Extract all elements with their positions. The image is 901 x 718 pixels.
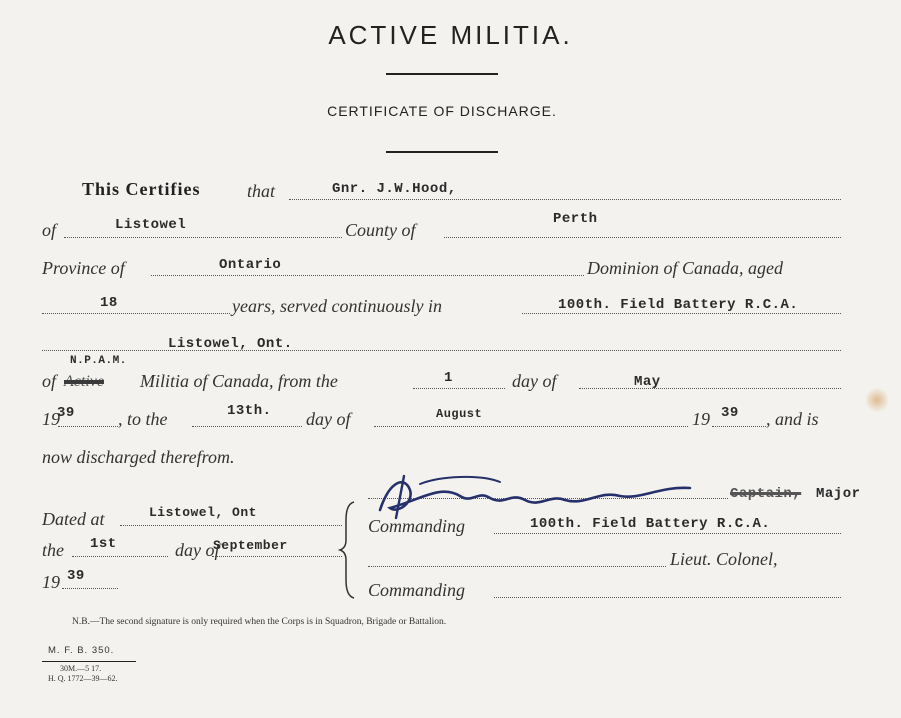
dated-day-line [72, 556, 168, 557]
to-the-label: , to the [118, 409, 168, 429]
militia-label: Militia of Canada, from the [140, 371, 338, 391]
from-month-line [579, 388, 841, 389]
rank-value: Major [816, 486, 861, 502]
commanding-unit-line [494, 533, 841, 534]
signature-brace [338, 500, 358, 600]
second-signature-line [368, 566, 666, 567]
age-line [42, 313, 230, 314]
captain-struck: Captain, [730, 486, 802, 502]
handwritten-signature [360, 470, 720, 522]
dated-at-label: Dated at [42, 509, 105, 529]
dated-month-value: September [213, 538, 288, 553]
day-of-label-2: day of [306, 409, 351, 429]
document-subtitle: CERTIFICATE OF DISCHARGE. [327, 103, 557, 119]
to-year-line [712, 426, 766, 427]
to-day-line [192, 426, 302, 427]
paper-stain [866, 386, 888, 414]
name-line [289, 199, 841, 200]
to-day-value: 13th. [227, 403, 272, 419]
hq-ref: H. Q. 1772—39—62. [48, 674, 118, 683]
town-line [64, 237, 342, 238]
from-year-line [58, 426, 118, 427]
of-word-2: of [42, 371, 57, 391]
from-month-value: May [634, 374, 661, 390]
location-value: Listowel, Ont. [168, 336, 293, 352]
dated-month-line [212, 556, 342, 557]
dominion-label: Dominion of Canada, aged [587, 258, 783, 278]
title-rule [386, 73, 498, 75]
to-year-prefix: 19 [692, 409, 710, 429]
to-month-line [374, 426, 688, 427]
print-run: 30M.—5 17. [60, 664, 102, 673]
to-month-value: August [436, 407, 483, 421]
from-year-prefix: 19 [42, 409, 60, 429]
dated-the-label: the [42, 540, 64, 560]
from-day-line [413, 388, 505, 389]
dated-day-of-label: day of [175, 540, 220, 560]
dated-day-value: 1st [90, 536, 117, 552]
unit-line [522, 313, 841, 314]
age-value: 18 [100, 295, 118, 311]
lieut-colonel-label: Lieut. Colonel, [670, 549, 778, 569]
location-line [42, 350, 841, 351]
province-line [151, 275, 584, 276]
soldier-name: Gnr. J.W.Hood, [332, 181, 457, 197]
province-label: Province of [42, 258, 125, 278]
militia-type-typed: N.P.A.M. [70, 355, 127, 367]
form-rule [42, 661, 136, 662]
militia-type-struck: Active [64, 373, 104, 390]
that-word: that [247, 181, 276, 201]
dated-year-prefix: 19 [42, 572, 60, 592]
commanding-2-line [494, 597, 841, 598]
commanding-unit-value: 100th. Field Battery R.C.A. [530, 516, 771, 532]
certifies-label: This Certifies [82, 179, 201, 199]
county-value: Perth [553, 211, 598, 227]
years-served-label: years, served continuously in [232, 296, 442, 316]
form-number: M. F. B. 350. [48, 645, 115, 656]
province-value: Ontario [219, 257, 282, 273]
discharged-label: now discharged therefrom. [42, 447, 235, 467]
of-word: of [42, 220, 57, 240]
dated-place-line [120, 525, 342, 526]
town-value: Listowel [115, 217, 187, 233]
footer-note: N.B.—The second signature is only required when the Corps is in Squadron, Brigade or Battalion. [72, 617, 447, 627]
subtitle-rule [386, 151, 498, 153]
commanding-label-2: Commanding [368, 580, 466, 600]
commanding-label: Commanding [368, 516, 466, 536]
document-title: ACTIVE MILITIA. [328, 20, 573, 50]
from-day-value: 1 [444, 370, 453, 386]
dated-year-suffix: 39 [67, 568, 85, 584]
day-of-label: day of [512, 371, 557, 391]
county-label: County of [345, 220, 416, 240]
unit-value: 100th. Field Battery R.C.A. [558, 297, 799, 313]
from-year-suffix: 39 [57, 405, 75, 421]
county-line [444, 237, 841, 238]
dated-place-value: Listowel, Ont [149, 505, 257, 520]
dated-year-line [62, 588, 118, 589]
to-year-suffix: 39 [721, 405, 739, 421]
and-is-label: , and is [766, 409, 819, 429]
